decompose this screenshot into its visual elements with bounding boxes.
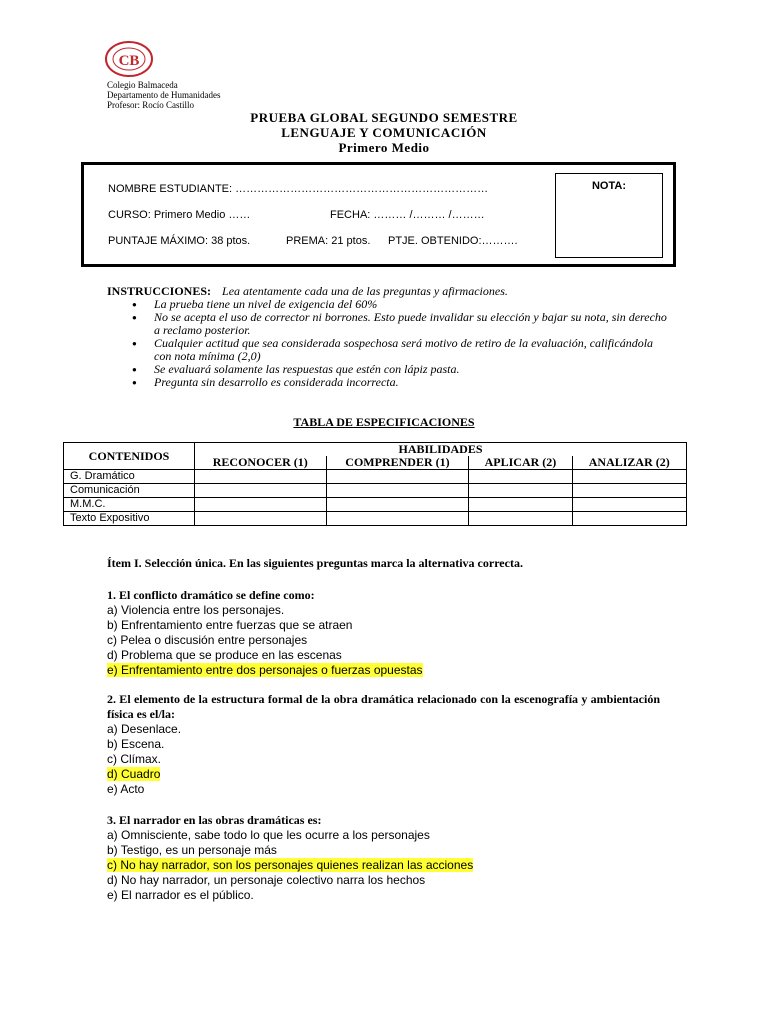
- option-d-highlighted[interactable]: d) Cuadro: [107, 767, 161, 781]
- score-cell[interactable]: [572, 484, 687, 498]
- course-field[interactable]: CURSO: Primero Medio ……: [108, 209, 251, 221]
- spec-table: [63, 442, 687, 526]
- prema-label: PREMA: 21 ptos.: [286, 235, 371, 247]
- school-info: [107, 80, 220, 110]
- school-name: Colegio Balmaceda: [107, 80, 178, 90]
- habilidades-header: HABILIDADES: [195, 443, 687, 457]
- score-cell[interactable]: [195, 512, 327, 526]
- option-b[interactable]: b) Escena.: [107, 737, 165, 751]
- instruction-item: ● Pregunta sin desarrollo es considerada incorrecta.: [132, 376, 667, 389]
- option-c[interactable]: c) Pelea o discusión entre personajes: [107, 633, 308, 647]
- skill-header: RECONOCER (1): [195, 456, 327, 470]
- department-name: Departamento de Humanidades: [107, 90, 221, 100]
- score-cell[interactable]: [469, 512, 572, 526]
- question-2: [107, 692, 660, 797]
- option-b[interactable]: b) Testigo, es un personaje más: [107, 843, 277, 857]
- content-cell: Comunicación: [64, 484, 195, 498]
- score-cell[interactable]: [572, 498, 687, 512]
- option-e[interactable]: e) Acto: [107, 782, 145, 796]
- option-a[interactable]: a) Violencia entre los personajes.: [107, 603, 285, 617]
- score-cell[interactable]: [326, 498, 469, 512]
- score-cell[interactable]: [572, 512, 687, 526]
- option-d[interactable]: d) Problema que se produce en las escenas: [107, 648, 342, 662]
- table-row: [64, 512, 687, 526]
- school-logo: [104, 40, 154, 78]
- table-row: [64, 498, 687, 512]
- option-a[interactable]: a) Omnisciente, sabe todo lo que les ocurre a los personajes: [107, 828, 430, 842]
- item-heading: Ítem I. Selección única. En las siguientes preguntas marca la alternativa correcta.: [107, 556, 523, 570]
- title-line-3: Primero Medio: [338, 140, 430, 155]
- title-line-1: PRUEBA GLOBAL SEGUNDO SEMESTRE: [250, 110, 518, 125]
- content-cell: Texto Expositivo: [64, 512, 195, 526]
- score-cell[interactable]: [195, 498, 327, 512]
- score-cell[interactable]: [469, 498, 572, 512]
- option-c[interactable]: c) Clímax.: [107, 752, 161, 766]
- instruction-item: ● Se evaluará solamente las respuestas que estén con lápiz pasta.: [132, 363, 667, 376]
- instruction-item: ● Cualquier actitud que sea considerada sospechosa será motivo de retiro de la evaluación, calificándola con nota mínima (2,0): [132, 337, 667, 363]
- option-a[interactable]: a) Desenlace.: [107, 722, 182, 736]
- option-c-highlighted[interactable]: c) No hay narrador, son los personajes quienes realizan las acciones: [107, 858, 474, 872]
- obtained-score-field[interactable]: PTJE. OBTENIDO:……….: [388, 235, 518, 247]
- table-row: [64, 470, 687, 484]
- option-e[interactable]: e) El narrador es el público.: [107, 888, 254, 902]
- instructions-label: INSTRUCCIONES:: [107, 284, 212, 298]
- skill-header: ANALIZAR (2): [572, 456, 687, 470]
- score-cell[interactable]: [469, 470, 572, 484]
- instructions-lead: Lea atentamente cada una de las preguntas y afirmaciones.: [222, 284, 508, 298]
- question-3: [107, 813, 660, 903]
- teacher-name: Profesor: Rocío Castillo: [107, 100, 194, 110]
- question-1: [107, 588, 660, 678]
- option-e-highlighted[interactable]: e) Enfrentamiento entre dos personajes o fuerzas opuestas: [107, 663, 423, 677]
- option-d[interactable]: d) No hay narrador, un personaje colectivo narra los hechos: [107, 873, 426, 887]
- question-text: 3. El narrador en las obras dramáticas es:: [107, 813, 322, 827]
- exam-title: [0, 110, 768, 155]
- title-line-2: LENGUAJE Y COMUNICACIÓN: [281, 125, 487, 140]
- skill-header: COMPRENDER (1): [326, 456, 469, 470]
- student-name-field[interactable]: NOMBRE ESTUDIANTE: ……………………………………………………………: [108, 183, 489, 195]
- question-text: 1. El conflicto dramático se define como:: [107, 588, 315, 602]
- date-field[interactable]: FECHA: ……… /……… /………: [330, 209, 485, 221]
- max-score-label: PUNTAJE MÁXIMO: 38 ptos.: [108, 235, 251, 247]
- contenidos-header: CONTENIDOS: [64, 443, 195, 470]
- score-cell[interactable]: [572, 470, 687, 484]
- student-info-box: [81, 162, 676, 267]
- score-cell[interactable]: [195, 470, 327, 484]
- content-cell: G. Dramático: [64, 470, 195, 484]
- instruction-item: ● No se acepta el uso de corrector ni borrones. Esto puede invalidar su elección y bajar su nota, sin derecho a reclamo posterior.: [132, 311, 667, 337]
- grade-label: NOTA:: [591, 180, 626, 192]
- grade-box[interactable]: [555, 173, 663, 258]
- svg-text:CB: CB: [118, 53, 140, 69]
- question-text: 2. El elemento de la estructura formal de la obra dramática relacionado con la escenografía y ambientación física es el/la:: [107, 692, 660, 721]
- score-cell[interactable]: [326, 484, 469, 498]
- content-cell: M.M.C.: [64, 498, 195, 512]
- score-cell[interactable]: [469, 484, 572, 498]
- score-cell[interactable]: [326, 512, 469, 526]
- instructions: [107, 285, 667, 389]
- skill-header: APLICAR (2): [469, 456, 572, 470]
- score-cell[interactable]: [195, 484, 327, 498]
- instruction-item: ● La prueba tiene un nivel de exigencia del 60%: [132, 298, 667, 311]
- table-row: [64, 484, 687, 498]
- score-cell[interactable]: [326, 470, 469, 484]
- option-b[interactable]: b) Enfrentamiento entre fuerzas que se atraen: [107, 618, 353, 632]
- spec-table-title: TABLA DE ESPECIFICACIONES: [293, 415, 475, 429]
